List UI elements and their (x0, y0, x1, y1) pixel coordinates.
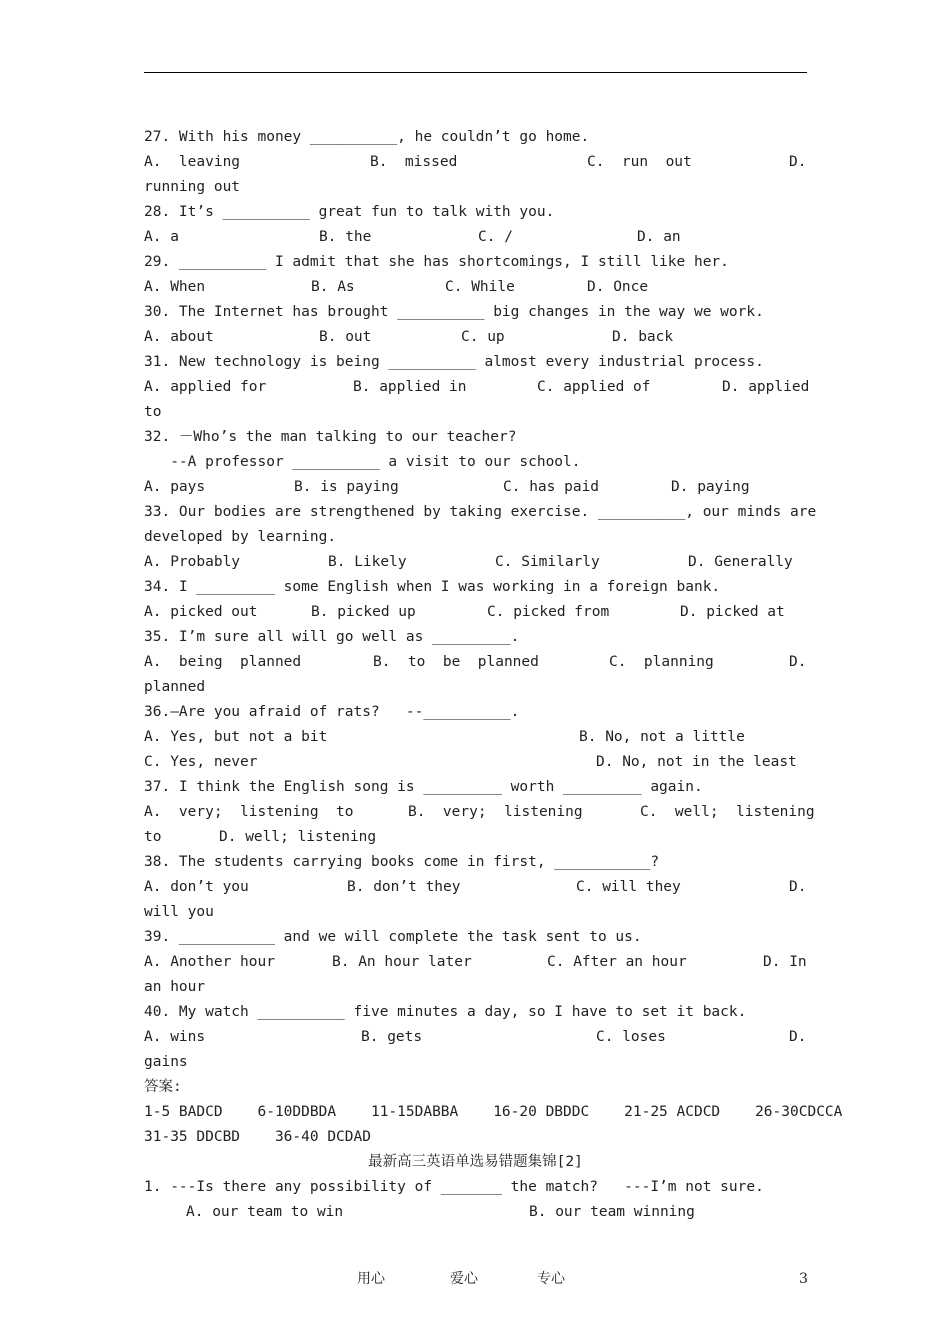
option-d: D. well; listening (219, 829, 377, 845)
option-c: C. loses (596, 1029, 666, 1045)
footer-word-1: 用心 (357, 1271, 385, 1287)
option-c: C. Yes, never (144, 754, 258, 770)
answers-row (144, 1125, 807, 1150)
question-32 (144, 425, 807, 450)
option-d: D. paying (671, 479, 750, 495)
question-stem: 36.—Are you afraid of rats? --__________. (144, 704, 520, 720)
option-d: D. Generally (688, 554, 793, 570)
question-36 (144, 700, 807, 725)
answers-heading (144, 1075, 807, 1100)
footer-word-2: 爱心 (450, 1271, 478, 1287)
option-b: B. picked up (311, 604, 416, 620)
option-a: A. leaving (144, 154, 241, 170)
options-row (144, 225, 807, 250)
options-row (144, 1200, 807, 1225)
section-title (144, 1150, 807, 1175)
option-b: B. our team winning (529, 1204, 695, 1220)
options-row (144, 375, 810, 400)
question-31 (144, 350, 807, 375)
question-stem: 34. I _________ some English when I was working in a foreign bank. (144, 579, 721, 595)
option-b: B. gets (361, 1029, 423, 1045)
option-b: B. is paying (294, 479, 399, 495)
answers-heading-text: 答案: (144, 1079, 182, 1095)
question-40 (144, 1000, 807, 1025)
question-stem: 32. －Who’s the man talking to our teacher? (144, 429, 517, 445)
options-row (144, 600, 807, 625)
option-d: D. No, not in the least (596, 754, 797, 770)
question-33 (144, 500, 817, 525)
option-a: A. pays (144, 479, 206, 495)
option-b: B. Likely (328, 554, 407, 570)
option-c: C. will they (576, 879, 681, 895)
options-row (144, 550, 807, 575)
options-row-cont (144, 825, 807, 850)
option-d-cont: to (144, 404, 162, 420)
option-b: B. to be planned (373, 654, 539, 670)
options-row (144, 150, 807, 175)
options-row (144, 275, 807, 300)
question-33-cont (144, 525, 807, 550)
question-stem-reply: --A professor __________ a visit to our school. (144, 454, 581, 470)
question-stem: 28. It’s __________ great fun to talk with you. (144, 204, 555, 220)
question-stem-cont: developed by learning. (144, 529, 337, 545)
page-number: 3 (799, 1271, 808, 1287)
question-stem: 30. The Internet has brought __________ big changes in the way we work. (144, 304, 764, 320)
option-d: D. In (763, 954, 807, 970)
option-a: A. don’t you (144, 879, 249, 895)
question-stem: 39. ___________ and we will complete the task sent to us. (144, 929, 642, 945)
document-body (144, 125, 843, 1225)
question-stem: 37. I think the English song is _________ worth _________ again. (144, 779, 703, 795)
option-b: B. very; listening (408, 804, 583, 820)
option-a: A. about (144, 329, 214, 345)
option-b: B. missed (370, 154, 458, 170)
option-b: B. out (319, 329, 372, 345)
footer-word-3: 专心 (537, 1271, 565, 1287)
answers-row (144, 1100, 843, 1125)
section-title-text: 最新高三英语单选易错题集锦[2] (368, 1154, 583, 1170)
options-row (144, 650, 807, 675)
option-c: C. After an hour (547, 954, 687, 970)
options-row-cont (144, 175, 807, 200)
option-a: A. Another hour (144, 954, 275, 970)
question-27 (144, 125, 807, 150)
question-35 (144, 625, 807, 650)
option-a: A. applied for (144, 379, 267, 395)
option-d-cont: planned (144, 679, 206, 695)
option-d: D. (789, 879, 807, 895)
options-row (144, 325, 807, 350)
options-row (144, 875, 807, 900)
option-a: A. being planned (144, 654, 302, 670)
option-b: B. As (311, 279, 355, 295)
option-b: B. applied in (353, 379, 467, 395)
options-row (144, 1025, 807, 1050)
options-row (144, 725, 807, 750)
option-a: A. picked out (144, 604, 258, 620)
option-a: A. When (144, 279, 206, 295)
option-c: C. While (445, 279, 515, 295)
options-row (144, 475, 807, 500)
question-stem: 33. Our bodies are strengthened by taking exercise. __________, our minds are (144, 504, 817, 520)
options-row-cont (144, 1050, 807, 1075)
options-row (144, 750, 807, 775)
option-d: D. applied (722, 379, 810, 395)
option-d: D. an (637, 229, 681, 245)
question-32-reply (144, 450, 807, 475)
question-stem: 29. __________ I admit that she has shortcomings, I still like her. (144, 254, 729, 270)
question-34 (144, 575, 807, 600)
option-d: D. (789, 1029, 807, 1045)
option-a: A. Probably (144, 554, 241, 570)
option-d: D. picked at (680, 604, 785, 620)
question-38 (144, 850, 807, 875)
question-28 (144, 200, 807, 225)
question-39 (144, 925, 807, 950)
option-c: C. planning (609, 654, 714, 670)
option-b: B. the (319, 229, 372, 245)
answers-row-2: 31-35 DDCBD 36-40 DCDAD (144, 1129, 371, 1145)
question-30 (144, 300, 807, 325)
question-stem: 1. ---Is there any possibility of _______ the match? ---I’m not sure. (144, 1179, 764, 1195)
option-d-cont: gains (144, 1054, 188, 1070)
options-row-cont (144, 900, 807, 925)
option-d: D. back (612, 329, 674, 345)
page-footer (0, 1268, 950, 1290)
question-stem: 27. With his money __________, he couldn’t go home. (144, 129, 590, 145)
option-a: A. very; listening to (144, 804, 354, 820)
option-d: D. Once (587, 279, 649, 295)
question-29 (144, 250, 807, 275)
question-37 (144, 775, 807, 800)
option-c: C. applied of (537, 379, 651, 395)
question-stem: 31. New technology is being __________ almost every industrial process. (144, 354, 764, 370)
option-a: A. a (144, 229, 179, 245)
option-c: C. Similarly (495, 554, 600, 570)
option-c-cont: to (144, 829, 162, 845)
option-c: C. well; listening (640, 804, 815, 820)
option-d-cont: an hour (144, 979, 206, 995)
answers-row-1: 1-5 BADCD 6-10DDBDA 11-15DABBA 16-20 DBDDC 21-25 ACDCD 26-30CDCCA (144, 1104, 843, 1120)
option-b: B. An hour later (332, 954, 472, 970)
options-row-cont (144, 675, 807, 700)
option-a: A. wins (144, 1029, 206, 1045)
question-stem: 40. My watch __________ five minutes a day, so I have to set it back. (144, 1004, 747, 1020)
option-b: B. don’t they (347, 879, 461, 895)
options-row-cont (144, 975, 807, 1000)
option-b: B. No, not a little (579, 729, 745, 745)
option-d: D. (789, 154, 807, 170)
option-c: C. run out (587, 154, 692, 170)
option-d-cont: will you (144, 904, 214, 920)
header-rule (144, 72, 807, 73)
option-d: D. (789, 654, 807, 670)
option-c: C. picked from (487, 604, 610, 620)
option-c: C. / (478, 229, 513, 245)
question-stem: 38. The students carrying books come in first, ___________? (144, 854, 660, 870)
options-row (144, 800, 815, 825)
question-stem: 35. I’m sure all will go well as _________. (144, 629, 520, 645)
option-c: C. up (461, 329, 505, 345)
option-a: A. our team to win (186, 1204, 344, 1220)
option-c: C. has paid (503, 479, 600, 495)
options-row-cont (144, 400, 807, 425)
option-d-cont: running out (144, 179, 241, 195)
option-a: A. Yes, but not a bit (144, 729, 328, 745)
section2-question-1 (144, 1175, 807, 1200)
options-row (144, 950, 807, 975)
